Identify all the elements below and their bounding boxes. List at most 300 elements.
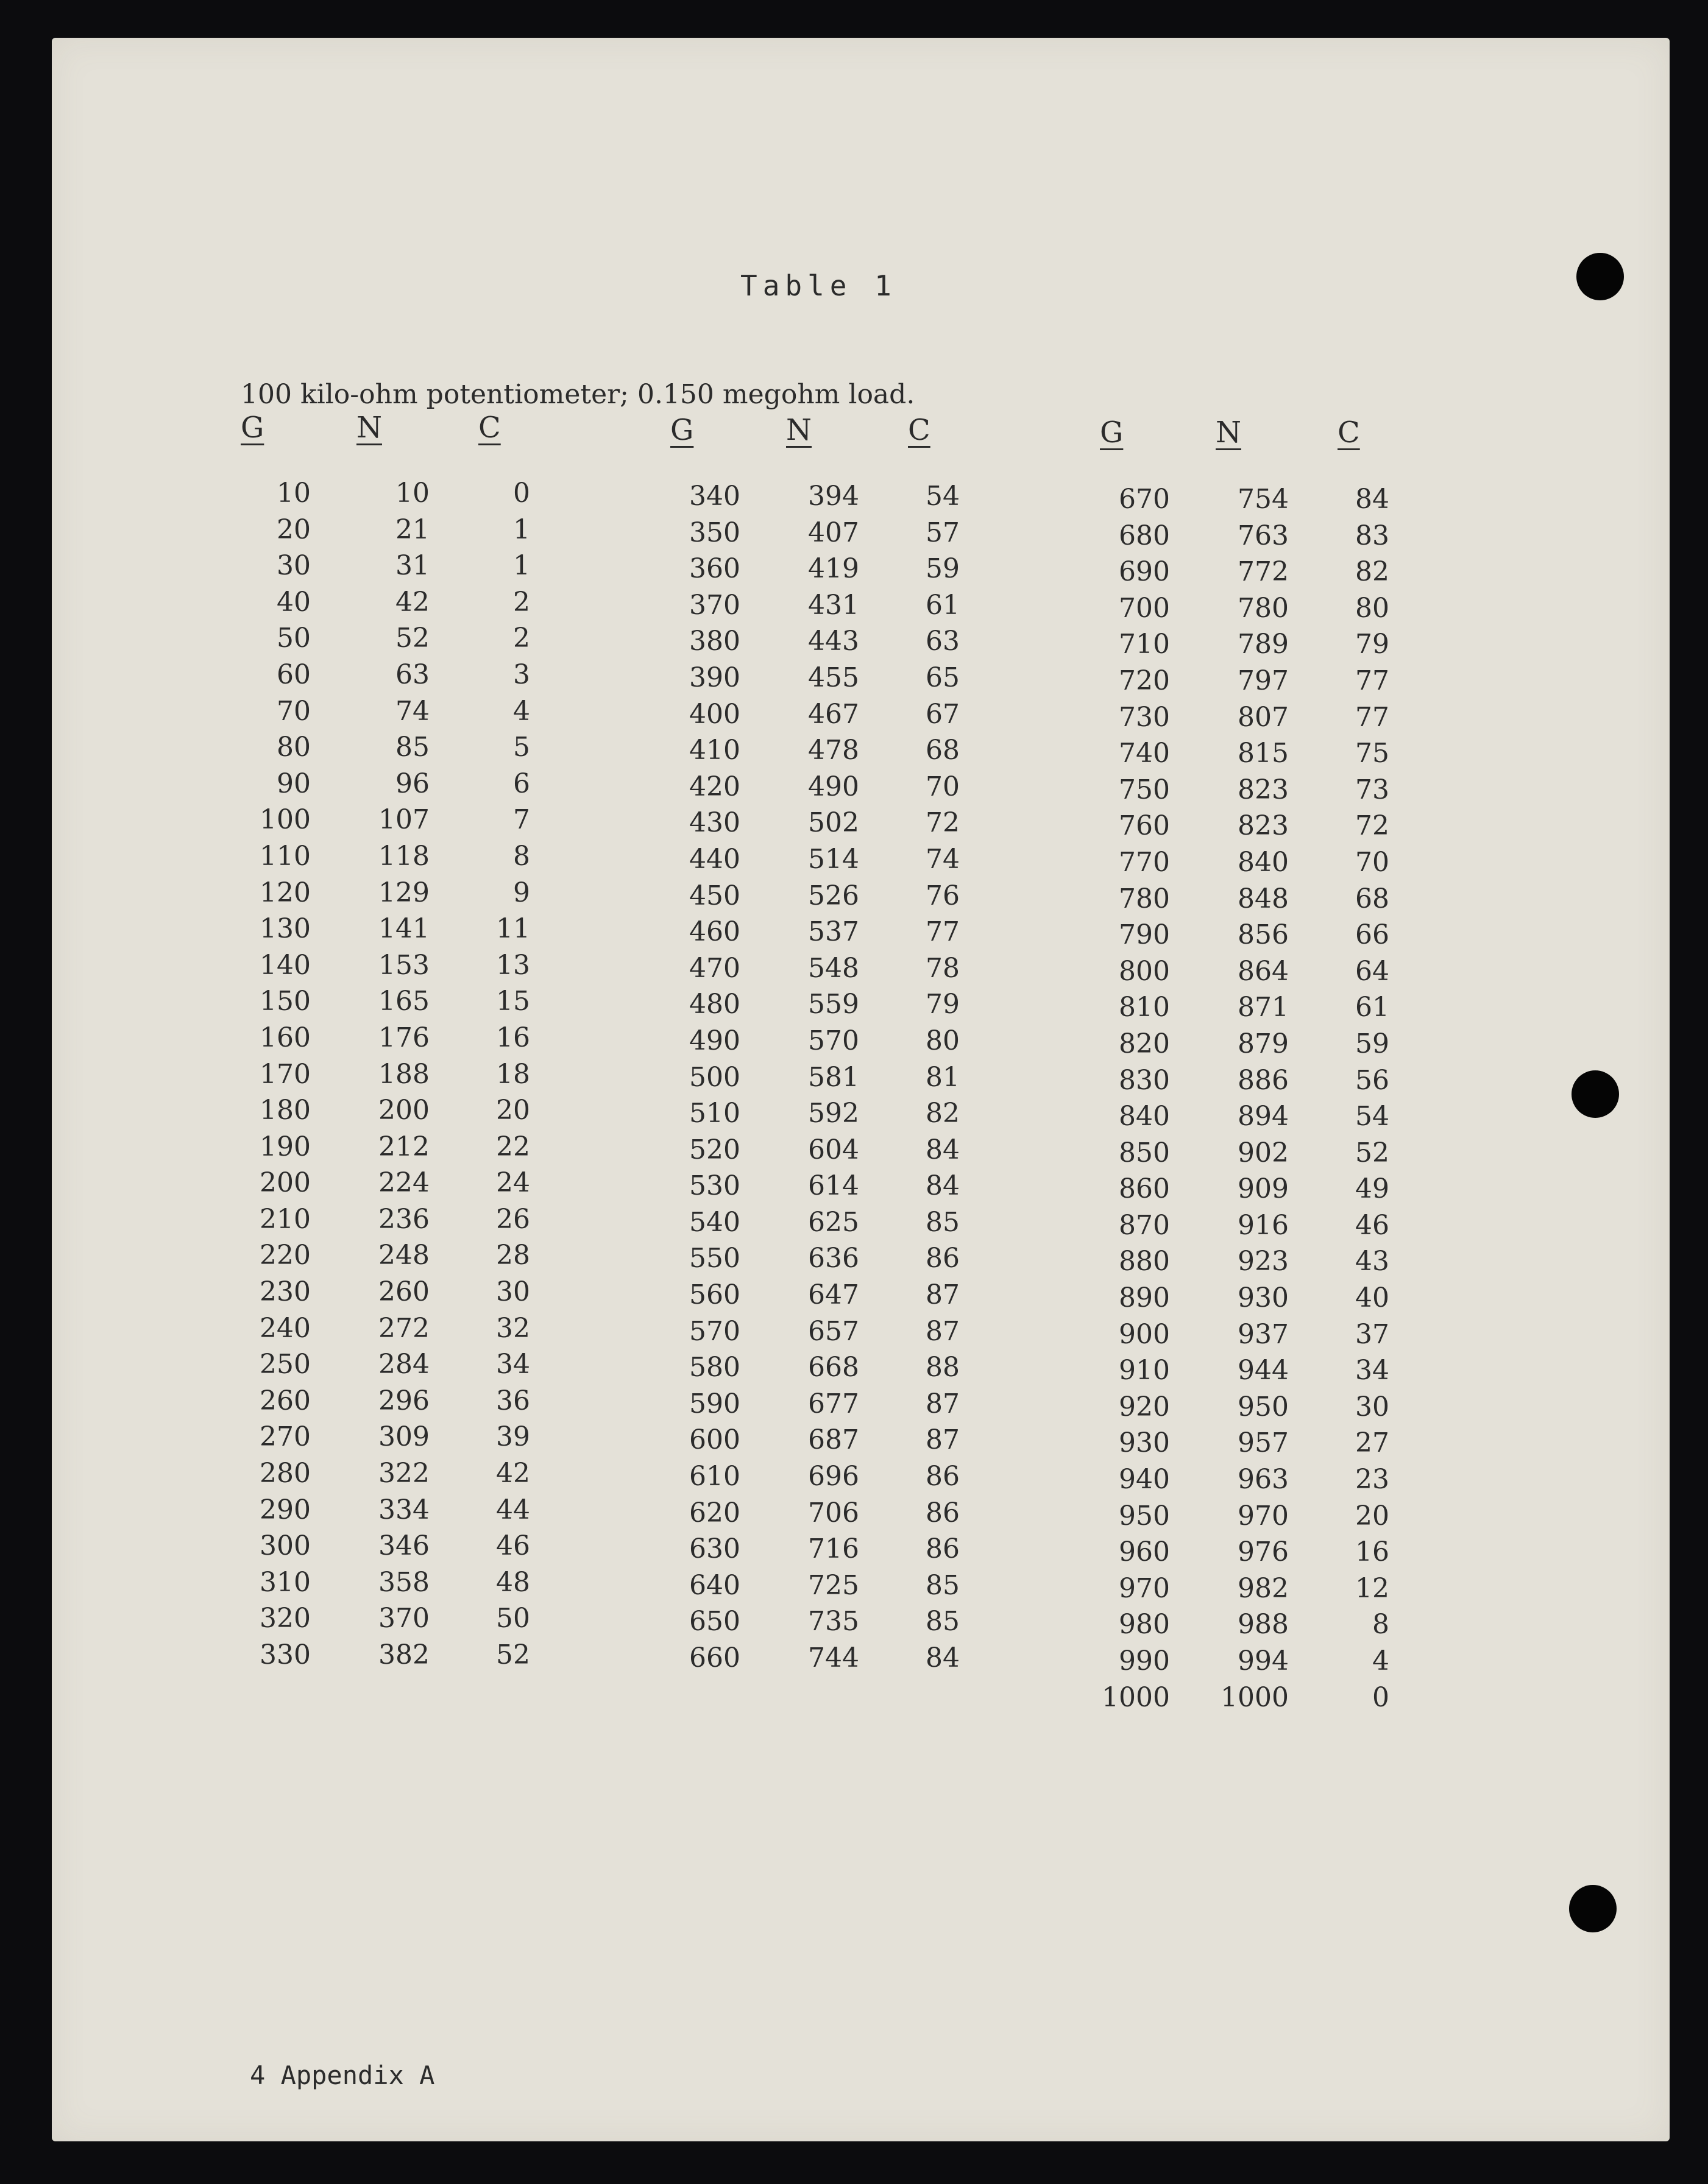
cell-n: 526 xyxy=(808,880,859,911)
table-row xyxy=(52,484,1636,520)
cell-g: 330 xyxy=(260,1639,311,1670)
binder-hole-bottom xyxy=(1569,1885,1617,1932)
cell-n: 74 xyxy=(395,695,430,727)
table-row xyxy=(52,1391,1636,1428)
cell-c: 46 xyxy=(496,1530,530,1562)
cell-c: 34 xyxy=(1355,1355,1389,1387)
cell-g: 710 xyxy=(1119,629,1170,660)
cell-c: 56 xyxy=(1355,1064,1389,1096)
cell-c: 79 xyxy=(926,989,960,1020)
cell-g: 670 xyxy=(1119,484,1170,515)
cell-c: 26 xyxy=(496,1203,530,1235)
table-row xyxy=(52,1028,1636,1065)
cell-c: 24 xyxy=(496,1167,530,1199)
cell-g: 110 xyxy=(260,840,311,872)
cell-n: 1000 xyxy=(1221,1681,1289,1713)
cell-c: 18 xyxy=(496,1058,530,1090)
cell-n: 260 xyxy=(378,1276,430,1308)
column-header-g: G xyxy=(670,413,694,447)
cell-g: 840 xyxy=(1119,1101,1170,1133)
cell-g: 900 xyxy=(1119,1318,1170,1350)
cell-n: 636 xyxy=(808,1243,859,1274)
cell-c: 59 xyxy=(1355,1028,1389,1059)
cell-n: 224 xyxy=(378,1167,430,1199)
cell-c: 2 xyxy=(513,623,530,654)
cell-n: 789 xyxy=(1238,629,1289,660)
cell-c: 70 xyxy=(1355,846,1389,878)
cell-n: 370 xyxy=(378,1603,430,1634)
cell-n: 176 xyxy=(378,1022,430,1053)
cell-g: 310 xyxy=(260,1566,311,1598)
cell-c: 78 xyxy=(926,952,960,984)
cell-g: 730 xyxy=(1119,701,1170,733)
cell-n: 42 xyxy=(395,586,430,618)
cell-n: 502 xyxy=(808,807,859,839)
cell-n: 840 xyxy=(1238,846,1289,878)
cell-g: 490 xyxy=(689,1025,740,1056)
cell-c: 34 xyxy=(496,1349,530,1380)
cell-g: 600 xyxy=(689,1424,740,1456)
cell-n: 455 xyxy=(808,662,859,693)
cell-g: 360 xyxy=(689,553,740,585)
cell-g: 820 xyxy=(1119,1028,1170,1059)
cell-g: 750 xyxy=(1119,774,1170,805)
cell-c: 85 xyxy=(926,1206,960,1238)
cell-c: 66 xyxy=(1355,919,1389,951)
cell-n: 21 xyxy=(395,514,430,545)
cell-n: 248 xyxy=(378,1240,430,1271)
cell-c: 88 xyxy=(926,1352,960,1384)
cell-g: 830 xyxy=(1119,1064,1170,1096)
cell-g: 100 xyxy=(260,804,311,836)
cell-n: 696 xyxy=(808,1461,859,1493)
cell-g: 390 xyxy=(689,662,740,693)
table-row xyxy=(52,1609,1636,1645)
cell-c: 37 xyxy=(1355,1318,1389,1350)
cell-c: 86 xyxy=(926,1243,960,1274)
page-footer: 4 Appendix A xyxy=(250,2060,435,2090)
cell-n: 394 xyxy=(808,481,859,512)
cell-c: 79 xyxy=(1355,629,1389,660)
cell-c: 84 xyxy=(1355,484,1389,515)
cell-n: 923 xyxy=(1238,1246,1289,1278)
cell-g: 990 xyxy=(1119,1645,1170,1677)
cell-n: 944 xyxy=(1238,1355,1289,1387)
cell-n: 165 xyxy=(378,986,430,1017)
cell-c: 27 xyxy=(1355,1427,1389,1459)
cell-g: 460 xyxy=(689,916,740,948)
cell-g: 380 xyxy=(689,626,740,657)
cell-c: 7 xyxy=(513,804,530,836)
cell-n: 937 xyxy=(1238,1318,1289,1350)
cell-n: 514 xyxy=(808,843,859,875)
cell-g: 500 xyxy=(689,1061,740,1093)
cell-c: 1 xyxy=(513,514,530,545)
cell-n: 797 xyxy=(1238,665,1289,696)
cell-c: 20 xyxy=(496,1095,530,1126)
cell-c: 52 xyxy=(496,1639,530,1670)
cell-c: 20 xyxy=(1355,1500,1389,1532)
cell-c: 77 xyxy=(1355,701,1389,733)
cell-g: 890 xyxy=(1119,1282,1170,1314)
cell-n: 916 xyxy=(1238,1209,1289,1241)
cell-c: 74 xyxy=(926,843,960,875)
cell-c: 48 xyxy=(496,1566,530,1598)
cell-c: 64 xyxy=(1355,955,1389,987)
cell-g: 130 xyxy=(260,913,311,945)
cell-g: 260 xyxy=(260,1385,311,1416)
table-row xyxy=(52,593,1636,629)
cell-c: 30 xyxy=(1355,1391,1389,1422)
cell-c: 2 xyxy=(513,586,530,618)
table-row xyxy=(52,1246,1636,1282)
cell-c: 11 xyxy=(496,913,530,945)
cell-n: 823 xyxy=(1238,810,1289,842)
cell-g: 440 xyxy=(689,843,740,875)
cell-g: 920 xyxy=(1119,1391,1170,1422)
cell-g: 660 xyxy=(689,1642,740,1673)
cell-c: 63 xyxy=(926,626,960,657)
cell-c: 28 xyxy=(496,1240,530,1271)
cell-n: 85 xyxy=(395,732,430,763)
cell-c: 12 xyxy=(1355,1572,1389,1604)
cell-n: 725 xyxy=(808,1569,859,1601)
column-header-g: G xyxy=(1100,415,1124,450)
cell-n: 716 xyxy=(808,1533,859,1565)
cell-n: 322 xyxy=(378,1458,430,1490)
cell-c: 65 xyxy=(926,662,960,693)
cell-c: 67 xyxy=(926,698,960,730)
cell-g: 190 xyxy=(260,1131,311,1162)
table-row xyxy=(52,1500,1636,1537)
cell-n: 647 xyxy=(808,1279,859,1311)
cell-n: 909 xyxy=(1238,1173,1289,1205)
cell-g: 690 xyxy=(1119,556,1170,588)
table-row xyxy=(52,665,1636,702)
cell-n: 431 xyxy=(808,589,859,621)
cell-g: 340 xyxy=(689,481,740,512)
table-row xyxy=(52,1427,1636,1464)
cell-g: 910 xyxy=(1119,1355,1170,1387)
cell-n: 988 xyxy=(1238,1609,1289,1641)
cell-n: 358 xyxy=(378,1566,430,1598)
cell-c: 1 xyxy=(513,550,530,582)
cell-g: 290 xyxy=(260,1494,311,1525)
cell-c: 80 xyxy=(926,1025,960,1056)
cell-n: 272 xyxy=(378,1312,430,1344)
cell-c: 13 xyxy=(496,949,530,981)
cell-c: 87 xyxy=(926,1315,960,1347)
cell-n: 346 xyxy=(378,1530,430,1562)
table-title: Table 1 xyxy=(740,269,897,302)
cell-c: 72 xyxy=(1355,810,1389,842)
table-row xyxy=(52,629,1636,665)
cell-n: 780 xyxy=(1238,592,1289,624)
cell-g: 800 xyxy=(1119,955,1170,987)
table-row xyxy=(52,1210,1636,1246)
table-row xyxy=(52,883,1636,920)
cell-g: 240 xyxy=(260,1312,311,1344)
cell-g: 860 xyxy=(1119,1173,1170,1205)
cell-g: 620 xyxy=(689,1497,740,1528)
cell-n: 407 xyxy=(808,517,859,548)
cell-n: 894 xyxy=(1238,1101,1289,1133)
cell-c: 75 xyxy=(1355,738,1389,769)
column-header-c: C xyxy=(1338,415,1360,450)
cell-n: 848 xyxy=(1238,883,1289,914)
cell-g: 950 xyxy=(1119,1500,1170,1532)
cell-g: 10 xyxy=(277,478,311,509)
cell-c: 50 xyxy=(496,1603,530,1634)
cell-g: 680 xyxy=(1119,520,1170,551)
cell-n: 754 xyxy=(1238,484,1289,515)
cell-g: 140 xyxy=(260,949,311,981)
cell-c: 43 xyxy=(1355,1246,1389,1278)
cell-g: 420 xyxy=(689,771,740,802)
cell-c: 4 xyxy=(513,695,530,727)
cell-c: 80 xyxy=(1355,592,1389,624)
cell-n: 548 xyxy=(808,952,859,984)
column-header-c: C xyxy=(908,413,930,447)
cell-g: 270 xyxy=(260,1421,311,1453)
cell-g: 50 xyxy=(277,623,311,654)
cell-n: 871 xyxy=(1238,992,1289,1023)
cell-g: 580 xyxy=(689,1352,740,1384)
table-row xyxy=(52,702,1636,738)
cell-g: 560 xyxy=(689,1279,740,1311)
cell-n: 657 xyxy=(808,1315,859,1347)
cell-g: 70 xyxy=(277,695,311,727)
cell-g: 350 xyxy=(689,517,740,548)
cell-n: 957 xyxy=(1238,1427,1289,1459)
cell-g: 40 xyxy=(277,586,311,618)
cell-c: 87 xyxy=(926,1279,960,1311)
cell-n: 236 xyxy=(378,1203,430,1235)
table-row xyxy=(52,1137,1636,1174)
table-row xyxy=(52,774,1636,811)
cell-g: 320 xyxy=(260,1603,311,1634)
cell-c: 77 xyxy=(926,916,960,948)
cell-c: 86 xyxy=(926,1533,960,1565)
cell-n: 559 xyxy=(808,989,859,1020)
cell-g: 30 xyxy=(277,550,311,582)
cell-n: 467 xyxy=(808,698,859,730)
cell-g: 450 xyxy=(689,880,740,911)
cell-n: 188 xyxy=(378,1058,430,1090)
cell-c: 0 xyxy=(513,478,530,509)
cell-c: 39 xyxy=(496,1421,530,1453)
table-row xyxy=(52,992,1636,1028)
cell-n: 864 xyxy=(1238,955,1289,987)
cell-g: 410 xyxy=(689,735,740,766)
cell-n: 687 xyxy=(808,1424,859,1456)
cell-g: 720 xyxy=(1119,665,1170,696)
cell-g: 200 xyxy=(260,1167,311,1199)
cell-n: 382 xyxy=(378,1639,430,1670)
table-block xyxy=(52,484,1636,1718)
cell-g: 1000 xyxy=(1102,1681,1170,1713)
cell-g: 90 xyxy=(277,768,311,799)
cell-n: 735 xyxy=(808,1606,859,1638)
cell-g: 160 xyxy=(260,1022,311,1053)
cell-n: 537 xyxy=(808,916,859,948)
cell-g: 760 xyxy=(1119,810,1170,842)
table-row xyxy=(52,520,1636,557)
cell-n: 153 xyxy=(378,949,430,981)
cell-g: 220 xyxy=(260,1240,311,1271)
cell-n: 625 xyxy=(808,1206,859,1238)
cell-g: 770 xyxy=(1119,846,1170,878)
cell-g: 780 xyxy=(1119,883,1170,914)
cell-g: 480 xyxy=(689,989,740,1020)
cell-c: 82 xyxy=(926,1098,960,1129)
cell-n: 212 xyxy=(378,1131,430,1162)
cell-c: 44 xyxy=(496,1494,530,1525)
cell-n: 309 xyxy=(378,1421,430,1453)
cell-n: 419 xyxy=(808,553,859,585)
cell-g: 550 xyxy=(689,1243,740,1274)
cell-c: 84 xyxy=(926,1134,960,1165)
table-row xyxy=(52,956,1636,992)
cell-c: 54 xyxy=(926,481,960,512)
cell-g: 700 xyxy=(1119,592,1170,624)
cell-g: 520 xyxy=(689,1134,740,1165)
cell-g: 20 xyxy=(277,514,311,545)
table-row xyxy=(52,1464,1636,1500)
table-row xyxy=(52,1319,1636,1355)
cell-n: 490 xyxy=(808,771,859,802)
cell-n: 982 xyxy=(1238,1572,1289,1604)
cell-c: 68 xyxy=(926,735,960,766)
cell-c: 36 xyxy=(496,1385,530,1416)
cell-n: 107 xyxy=(378,804,430,836)
cell-g: 850 xyxy=(1119,1137,1170,1168)
cell-g: 250 xyxy=(260,1349,311,1380)
cell-c: 72 xyxy=(926,807,960,839)
cell-c: 83 xyxy=(1355,520,1389,551)
table-subtitle: 100 kilo-ohm potentiometer; 0.150 megohm load. xyxy=(241,379,915,410)
cell-c: 84 xyxy=(926,1642,960,1673)
table-row xyxy=(52,1282,1636,1319)
column-header-c: C xyxy=(478,411,501,445)
cell-c: 86 xyxy=(926,1461,960,1493)
cell-g: 640 xyxy=(689,1569,740,1601)
cell-n: 879 xyxy=(1238,1028,1289,1059)
cell-g: 80 xyxy=(277,732,311,763)
table-row xyxy=(52,1573,1636,1610)
cell-g: 880 xyxy=(1119,1246,1170,1278)
table-row xyxy=(52,1682,1636,1719)
cell-g: 150 xyxy=(260,986,311,1017)
column-header-n: N xyxy=(1216,415,1241,450)
cell-n: 129 xyxy=(378,877,430,908)
cell-c: 61 xyxy=(1355,992,1389,1023)
cell-g: 230 xyxy=(260,1276,311,1308)
table-row xyxy=(52,919,1636,956)
cell-c: 85 xyxy=(926,1569,960,1601)
cell-g: 980 xyxy=(1119,1609,1170,1641)
table-row xyxy=(52,1355,1636,1391)
cell-c: 87 xyxy=(926,1424,960,1456)
table-row xyxy=(52,1065,1636,1101)
cell-n: 950 xyxy=(1238,1391,1289,1422)
cell-n: 823 xyxy=(1238,774,1289,805)
cell-n: 994 xyxy=(1238,1645,1289,1677)
cell-n: 141 xyxy=(378,913,430,945)
cell-g: 120 xyxy=(260,877,311,908)
cell-g: 430 xyxy=(689,807,740,839)
cell-c: 32 xyxy=(496,1312,530,1344)
cell-c: 4 xyxy=(1372,1645,1389,1677)
cell-n: 592 xyxy=(808,1098,859,1129)
cell-g: 810 xyxy=(1119,992,1170,1023)
cell-c: 22 xyxy=(496,1131,530,1162)
cell-n: 443 xyxy=(808,626,859,657)
cell-g: 590 xyxy=(689,1388,740,1419)
cell-g: 940 xyxy=(1119,1464,1170,1496)
cell-g: 60 xyxy=(277,659,311,690)
cell-c: 0 xyxy=(1372,1681,1389,1713)
cell-g: 970 xyxy=(1119,1572,1170,1604)
cell-g: 510 xyxy=(689,1098,740,1129)
cell-n: 334 xyxy=(378,1494,430,1525)
column-header-n: N xyxy=(356,411,382,445)
cell-c: 59 xyxy=(926,553,960,585)
cell-g: 470 xyxy=(689,952,740,984)
cell-c: 68 xyxy=(1355,883,1389,914)
cell-c: 85 xyxy=(926,1606,960,1638)
cell-c: 8 xyxy=(513,840,530,872)
cell-c: 3 xyxy=(513,659,530,690)
cell-n: 581 xyxy=(808,1061,859,1093)
cell-c: 30 xyxy=(496,1276,530,1308)
cell-n: 856 xyxy=(1238,919,1289,951)
cell-n: 677 xyxy=(808,1388,859,1419)
cell-n: 96 xyxy=(395,768,430,799)
cell-n: 614 xyxy=(808,1170,859,1202)
cell-n: 296 xyxy=(378,1385,430,1416)
cell-c: 54 xyxy=(1355,1101,1389,1133)
table-row xyxy=(52,1645,1636,1682)
cell-c: 42 xyxy=(496,1458,530,1490)
cell-n: 902 xyxy=(1238,1137,1289,1168)
cell-c: 16 xyxy=(496,1022,530,1053)
cell-n: 668 xyxy=(808,1352,859,1384)
document-page xyxy=(52,38,1670,2141)
cell-c: 49 xyxy=(1355,1173,1389,1205)
cell-g: 630 xyxy=(689,1533,740,1565)
cell-c: 81 xyxy=(926,1061,960,1093)
cell-g: 570 xyxy=(689,1315,740,1347)
cell-c: 87 xyxy=(926,1388,960,1419)
cell-g: 400 xyxy=(689,698,740,730)
cell-g: 180 xyxy=(260,1095,311,1126)
cell-n: 815 xyxy=(1238,738,1289,769)
cell-g: 790 xyxy=(1119,919,1170,951)
cell-c: 73 xyxy=(1355,774,1389,805)
cell-g: 650 xyxy=(689,1606,740,1638)
cell-c: 82 xyxy=(1355,556,1389,588)
cell-c: 70 xyxy=(926,771,960,802)
cell-c: 23 xyxy=(1355,1464,1389,1496)
cell-c: 16 xyxy=(1355,1536,1389,1568)
cell-c: 57 xyxy=(926,517,960,548)
cell-n: 763 xyxy=(1238,520,1289,551)
cell-c: 61 xyxy=(926,589,960,621)
cell-c: 77 xyxy=(1355,665,1389,696)
cell-n: 200 xyxy=(378,1095,430,1126)
cell-c: 5 xyxy=(513,732,530,763)
